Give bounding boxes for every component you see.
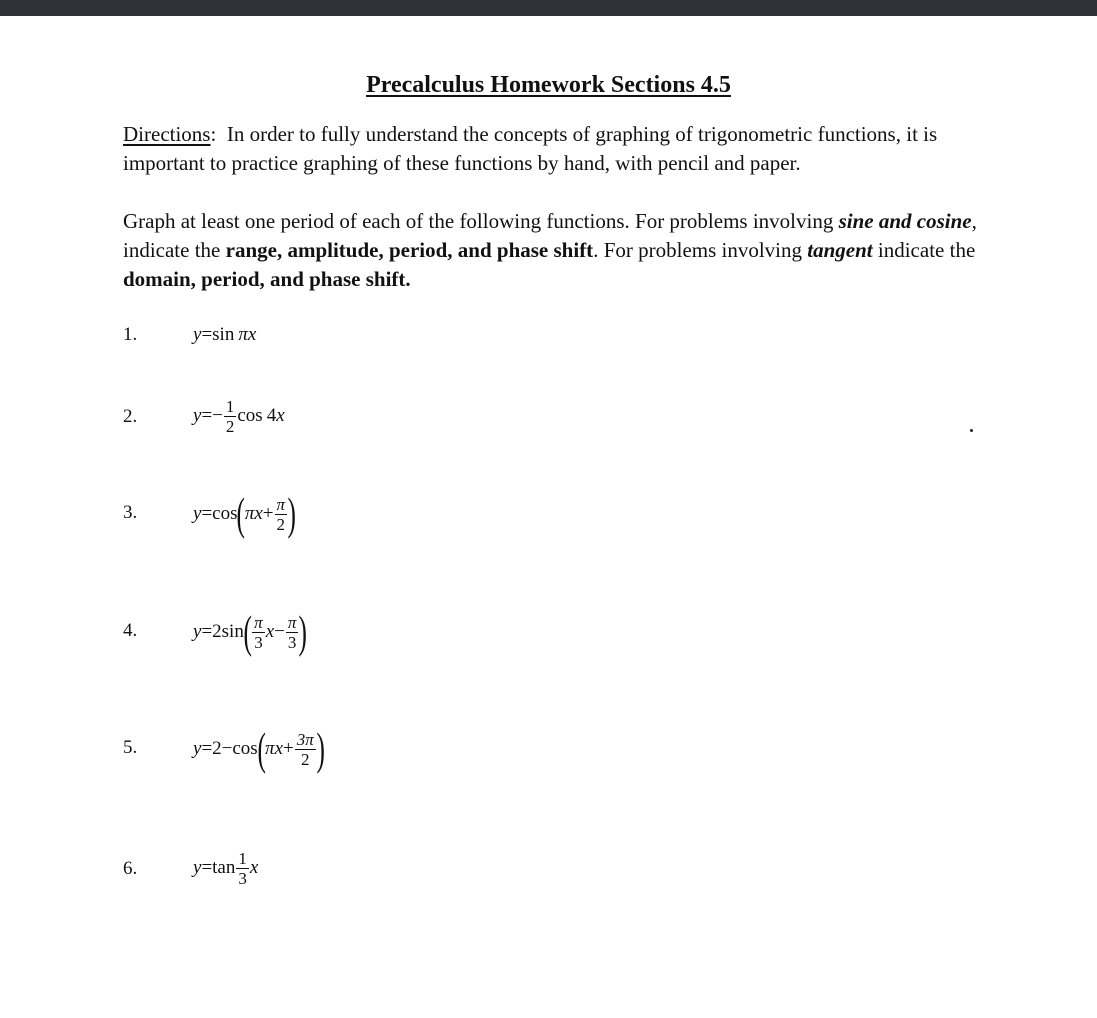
math-fraction bbox=[286, 613, 299, 652]
math-right-paren: ) bbox=[316, 723, 325, 774]
math-func-cos: cos bbox=[212, 503, 238, 524]
fraction-numerator: 1 bbox=[225, 396, 235, 416]
problem-number: 4. bbox=[123, 620, 138, 641]
math-var-x: x bbox=[249, 857, 259, 878]
fraction-numerator: 1 bbox=[238, 848, 247, 868]
math-pi: π bbox=[238, 324, 248, 345]
fraction-denominator: 2 bbox=[276, 514, 286, 534]
math-fraction bbox=[295, 730, 316, 769]
math-equals: = bbox=[201, 738, 213, 759]
problem-equation bbox=[193, 320, 256, 350]
math-func-cos: cos bbox=[237, 405, 263, 426]
problem-4 bbox=[123, 604, 823, 664]
math-left-paren: ( bbox=[243, 606, 252, 657]
math-var-y: y bbox=[193, 405, 202, 426]
math-func-tan: tan bbox=[212, 857, 236, 878]
instructions-text-3: . For problems involving bbox=[593, 238, 808, 262]
problem-equation bbox=[193, 486, 295, 542]
document-page bbox=[0, 16, 1097, 1018]
fraction-denominator: 2 bbox=[300, 749, 310, 769]
math-fraction bbox=[275, 495, 288, 534]
problem-3 bbox=[123, 486, 823, 546]
math-var-x: x bbox=[265, 621, 275, 642]
problem-number: 2. bbox=[123, 406, 138, 427]
stray-mark bbox=[970, 429, 973, 432]
math-right-paren: ) bbox=[298, 606, 308, 657]
math-pi: π bbox=[244, 503, 255, 524]
math-left-paren: ( bbox=[257, 723, 266, 774]
math-plus: + bbox=[262, 503, 274, 524]
problem-number: 6. bbox=[123, 858, 138, 879]
problem-equation bbox=[193, 394, 285, 438]
problem-5 bbox=[123, 721, 823, 781]
math-var-y: y bbox=[193, 324, 202, 345]
instructions-sine-cosine: sine and cosine bbox=[838, 209, 972, 233]
math-equals: = bbox=[201, 324, 213, 345]
instructions-text-1: Graph at least one period of each of the following functions. For problems involving bbox=[123, 209, 839, 233]
math-number: 2 bbox=[212, 621, 222, 642]
problem-equation bbox=[193, 846, 258, 890]
fraction-denominator: 3 bbox=[287, 632, 297, 652]
problem-number: 5. bbox=[123, 737, 138, 758]
math-equals: = bbox=[201, 857, 213, 878]
math-number: 4 bbox=[266, 405, 277, 426]
instructions-text-2: , indicate the bbox=[123, 209, 977, 262]
page-title: Precalculus Homework Sections 4.5 bbox=[366, 72, 731, 98]
math-fraction bbox=[224, 397, 237, 436]
problem-1 bbox=[123, 316, 823, 376]
math-var-y: y bbox=[193, 738, 202, 759]
math-minus: − bbox=[212, 405, 223, 426]
math-var-y: y bbox=[193, 503, 202, 524]
problem-equation bbox=[193, 721, 324, 777]
fraction-denominator: 2 bbox=[225, 416, 235, 436]
math-var-y: y bbox=[193, 621, 202, 642]
math-var-y: y bbox=[193, 857, 202, 878]
instructions-tangent: tangent bbox=[807, 238, 873, 262]
math-left-paren: ( bbox=[236, 488, 246, 539]
fraction-denominator: 3 bbox=[238, 868, 247, 888]
fraction-numerator: π bbox=[254, 612, 263, 632]
instructions-domain-list: domain, period, and phase shift. bbox=[123, 267, 411, 291]
problem-number: 3. bbox=[123, 502, 138, 523]
fraction-numerator: 3π bbox=[296, 729, 314, 749]
math-fraction bbox=[252, 613, 265, 652]
instructions-range-list: range, amplitude, period, and phase shift bbox=[225, 238, 594, 262]
math-var-x: x bbox=[247, 324, 257, 345]
math-plus: + bbox=[283, 738, 294, 759]
math-pi: π bbox=[265, 738, 275, 759]
fraction-numerator: π bbox=[287, 612, 297, 632]
problem-2 bbox=[123, 390, 823, 450]
math-right-paren: ) bbox=[287, 488, 296, 539]
problem-number: 1. bbox=[123, 324, 138, 345]
math-minus: − bbox=[274, 621, 285, 642]
problem-6 bbox=[123, 844, 823, 904]
math-func-sin: sin bbox=[212, 324, 235, 345]
math-fraction bbox=[236, 849, 249, 888]
fraction-numerator: π bbox=[276, 494, 286, 514]
math-var-x: x bbox=[254, 503, 263, 524]
math-func-cos: cos bbox=[232, 738, 258, 759]
directions-paragraph: Directions: In order to fully understand the concepts of graphing of trigonometric functions, it is important to practice graphing of these functions by hand, with pencil and paper. bbox=[123, 122, 938, 175]
math-func-sin: sin bbox=[221, 621, 244, 642]
math-minus: − bbox=[221, 738, 233, 759]
instructions-text-4: indicate the bbox=[872, 238, 976, 262]
math-number: 2 bbox=[212, 738, 222, 759]
math-equals: = bbox=[201, 503, 213, 524]
math-var-x: x bbox=[274, 738, 283, 759]
problem-equation bbox=[193, 604, 307, 660]
directions-text: In order to fully understand the concepts of graphing of trigonometric functions, it is important to practice graphing of these functions by hand, with pencil and paper. bbox=[123, 122, 938, 175]
math-equals: = bbox=[201, 405, 213, 426]
math-var-x: x bbox=[276, 405, 285, 426]
viewer-top-bar bbox=[0, 0, 1097, 16]
directions-label: Directions bbox=[123, 122, 211, 146]
instructions-paragraph bbox=[123, 207, 1003, 294]
fraction-denominator: 3 bbox=[254, 632, 263, 652]
math-equals: = bbox=[201, 621, 213, 642]
